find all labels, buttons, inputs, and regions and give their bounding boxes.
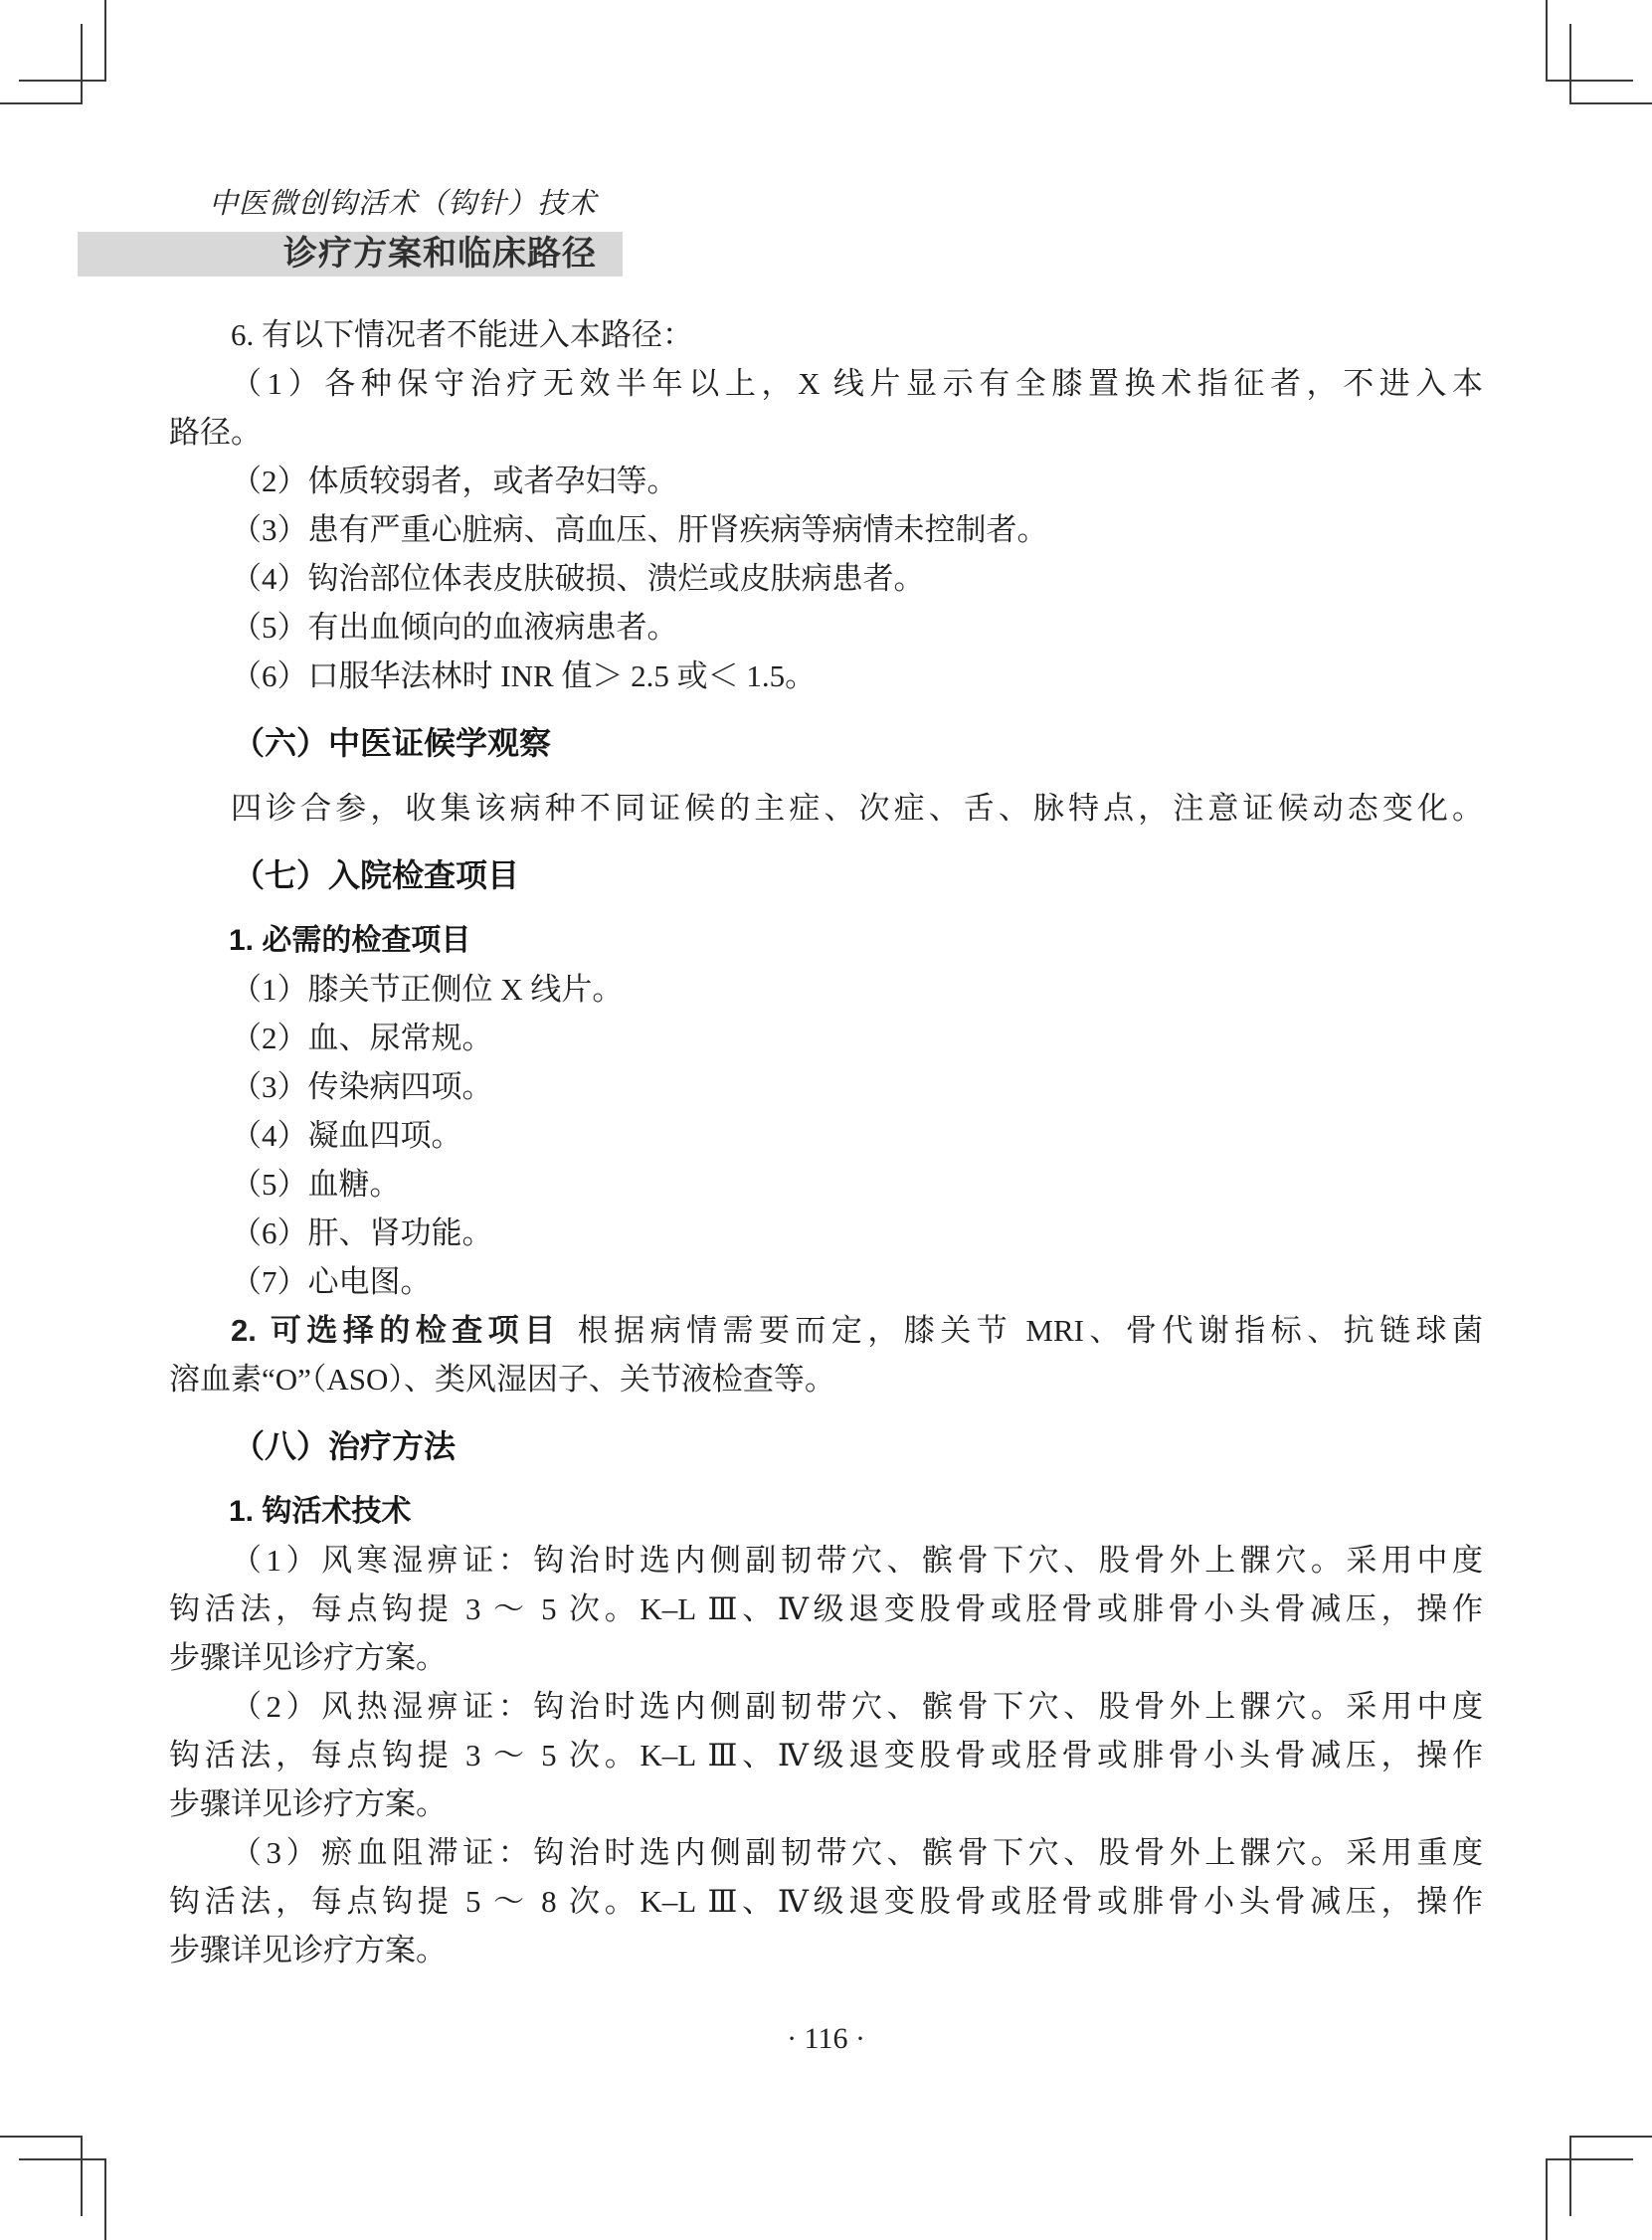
text-line: 6. 有以下情况者不能进入本路径： [231, 317, 693, 352]
text-line: 路径。 [169, 415, 262, 450]
page-number: · 116 · [787, 2022, 865, 2055]
crop-line [1546, 80, 1633, 82]
text-line: （2）风热湿痹证：钩治时选内侧副韧带穴、髌骨下穴、股骨外上髁穴。采用中度 [231, 1689, 1483, 1724]
crop-line [81, 24, 83, 104]
text-line [169, 1306, 1483, 1355]
running-head [78, 185, 623, 277]
section-heading: （六）中医证候学观察 [233, 725, 552, 761]
text-line: 步骤详见诊疗方案。 [169, 1933, 447, 1967]
crop-line [1546, 2158, 1548, 2240]
section-heading: （七）入院检查项目 [233, 857, 520, 893]
text-line: （3）患有严重心脏病、高血压、肝肾疾病等病情未控制者。 [231, 512, 1048, 547]
book-title: 中医微创钩活术（钩针）技术 [208, 188, 597, 220]
text-line: （2）血、尿常规。 [231, 1021, 493, 1055]
crop-line [81, 2136, 83, 2216]
bold-lead: 2. 可选择的检查项目 [231, 1313, 561, 1348]
text-line: 钩活法，每点钩提 3 ～ 5 次。K–L Ⅲ、Ⅳ级退变股骨或胫骨或腓骨小头骨减压，操作 [169, 1738, 1483, 1773]
text-line: （4）凝血四项。 [231, 1118, 462, 1153]
text-line: （1）风寒湿痹证：钩治时选内侧副韧带穴、髌骨下穴、股骨外上髁穴。采用中度 [231, 1543, 1483, 1578]
crop-line [1546, 0, 1548, 82]
text-line: （1）各种保守治疗无效半年以上，X 线片显示有全膝置换术指征者，不进入本 [231, 366, 1483, 401]
text-line: （2）体质较弱者，或者孕妇等。 [231, 464, 678, 498]
crop-mark-top-left [0, 0, 109, 109]
text-line: 钩活法，每点钩提 3 ～ 5 次。K–L Ⅲ、Ⅳ级退变股骨或胫骨或腓骨小头骨减压，操作 [169, 1591, 1483, 1626]
crop-line [1569, 102, 1652, 104]
text-line: （7）心电图。 [231, 1264, 432, 1299]
crop-line [1569, 2136, 1571, 2216]
sub-heading: 1. 必需的检查项目 [229, 924, 471, 957]
document-body [169, 310, 1483, 1974]
chapter-bar [78, 232, 623, 277]
crop-line [1569, 24, 1571, 104]
crop-line [1569, 2136, 1652, 2138]
crop-line [19, 2158, 106, 2160]
crop-line [1546, 2158, 1633, 2160]
crop-line [0, 102, 83, 104]
crop-line [19, 80, 106, 82]
text-line: （3）瘀血阻滞证：钩治时选内侧副韧带穴、髌骨下穴、股骨外上髁穴。采用重度 [231, 1835, 1483, 1870]
text-line: （4）钩治部位体表皮肤破损、溃烂或皮肤病患者。 [231, 561, 925, 596]
crop-mark-bottom-left [0, 2131, 109, 2240]
text-line: 步骤详见诊疗方案。 [169, 1640, 447, 1675]
crop-line [104, 0, 106, 82]
sub-heading: 1. 钩活术技术 [229, 1495, 412, 1528]
text-line: （5）有出血倾向的血液病患者。 [231, 610, 678, 645]
section-heading: （八）治疗方法 [233, 1428, 457, 1464]
crop-mark-top-right [1543, 0, 1652, 109]
text-line: （1）膝关节正侧位 X 线片。 [231, 972, 624, 1007]
crop-line [0, 2136, 83, 2138]
text-line: 溶血素“O”（ASO）、类风湿因子、关节液检查等。 [169, 1362, 835, 1397]
crop-mark-bottom-right [1543, 2131, 1652, 2240]
text-line: （6）肝、肾功能。 [231, 1215, 493, 1250]
text-line: （5）血糖。 [231, 1167, 401, 1202]
crop-line [104, 2158, 106, 2240]
chapter-bar-title: 诊疗方案和临床路径 [283, 235, 597, 273]
text-line: （3）传染病四项。 [231, 1069, 493, 1104]
text-line: 四诊合参，收集该病种不同证候的主症、次症、舌、脉特点，注意证候动态变化。 [231, 791, 1483, 826]
text-line: 步骤详见诊疗方案。 [169, 1786, 447, 1821]
line-text: 根据病情需要而定，膝关节 MRI、骨代谢指标、抗链球菌 [577, 1313, 1484, 1348]
text-line: （6）口服华法林时 INR 值＞ 2.5 或＜ 1.5。 [231, 658, 817, 693]
text-line: 钩活法，每点钩提 5 ～ 8 次。K–L Ⅲ、Ⅳ级退变股骨或胫骨或腓骨小头骨减压，操作 [169, 1884, 1483, 1919]
